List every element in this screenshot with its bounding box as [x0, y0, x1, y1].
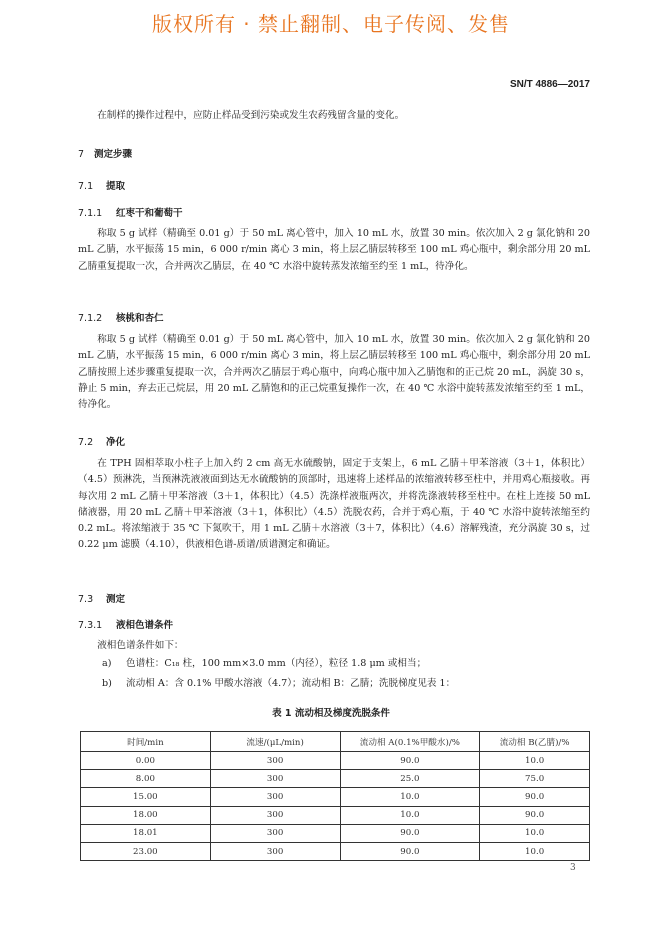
table-cell: 8.00	[81, 770, 211, 788]
table-cell: 300	[210, 788, 340, 806]
section-7-1-1-paragraph: 称取 5 g 试样（精确至 0.01 g）于 50 mL 离心管中，加入 10 mL 水，放置 30 min。依次加入 2 g 氯化钠和 20 mL 乙腈，水平振荡 15 min，6 000 r/min 离心 3 min，将上层乙腈层转移至 100 mL 鸡心瓶中，剩余部分用 20 mL 乙腈重复提取一次，合并两次乙腈层，在 40 ℃ 水浴中旋转蒸发浓缩至约至 1 mL，待净化。	[78, 228, 590, 272]
table-cell: 10.0	[480, 824, 590, 842]
section-7-1-heading	[78, 178, 125, 192]
table-row	[81, 788, 590, 806]
list-item-tag: a)	[102, 658, 112, 669]
section-title: 核桃和杏仁	[116, 313, 164, 324]
header-cell: 流速/(μL/min)	[210, 732, 340, 752]
table-cell: 90.0	[480, 806, 590, 824]
table-cell: 90.0	[340, 842, 480, 860]
table-cell: 75.0	[480, 770, 590, 788]
table-cell: 10.0	[340, 788, 480, 806]
table-cell: 25.0	[340, 770, 480, 788]
section-title: 测定步骤	[94, 149, 133, 160]
table-row	[81, 770, 590, 788]
header-cell: 流动相 A(0.1%甲酸水)/%	[340, 732, 480, 752]
header-cell: 时间/min	[81, 732, 211, 752]
section-number: 7.3.1	[78, 620, 103, 631]
section-7-3-1-heading	[78, 617, 173, 631]
section-number: 7.1.2	[78, 313, 103, 324]
section-7-1-1-heading	[78, 205, 183, 219]
table-cell: 300	[210, 752, 340, 770]
table-cell: 10.0	[480, 842, 590, 860]
table-cell: 90.0	[480, 788, 590, 806]
document-number: SN/T 4886—2017	[509, 79, 590, 90]
page-number: 3	[570, 863, 576, 873]
section-number: 7.2	[78, 437, 94, 448]
list-item	[102, 676, 455, 692]
section-number: 7.1	[78, 181, 94, 192]
table-row	[81, 806, 590, 824]
watermark-banner: 版权所有 · 禁止翻制、电子传阅、发售	[151, 12, 511, 36]
table-cell: 300	[210, 842, 340, 860]
table-cell: 18.01	[81, 824, 211, 842]
section-title: 液相色谱条件	[116, 620, 174, 631]
table-row	[81, 752, 590, 770]
section-7-2-heading	[78, 434, 125, 448]
list-item-tag: b)	[102, 678, 112, 689]
section-number: 7.1.1	[78, 208, 103, 219]
section-title: 净化	[106, 437, 126, 448]
list-item-text: 流动相 A：含 0.1% 甲酸水溶液（4.7）；流动相 B：乙腈；洗脱梯度见表 1：	[126, 678, 456, 689]
header-cell: 流动相 B(乙腈)/%	[480, 732, 590, 752]
table-cell: 10.0	[340, 806, 480, 824]
table-caption: 表 1 流动相及梯度洗脱条件	[272, 708, 390, 719]
section-number: 7	[78, 149, 85, 160]
table-header-row	[81, 732, 590, 752]
table-cell: 300	[210, 824, 340, 842]
section-7-3-heading	[78, 591, 125, 605]
section-title: 测定	[106, 594, 126, 605]
table-cell: 90.0	[340, 824, 480, 842]
section-title: 提取	[106, 181, 126, 192]
list-item-text: 色谱柱：C₁₈ 柱，100 mm×3.0 mm（内径），粒径 1.8 μm 或相当；	[126, 658, 427, 669]
intro-paragraph: 在制样的操作过程中，应防止样品受到污染或发生农药残留含量的变化。	[97, 110, 405, 121]
section-7-1-2-paragraph: 称取 5 g 试样（精确至 0.01 g）于 50 mL 离心管中，加入 10 mL 水，放置 30 min。依次加入 2 g 氯化钠和 20 mL 乙腈，水平振荡 15 min，6 000 r/min 离心 3 min，将上层乙腈层转移至 100 mL 鸡心瓶中，剩余部分用 20 mL 乙腈按照上述步骤重复提取一次，合并两次乙腈层于鸡心瓶中，向鸡心瓶中加入乙腈饱和的正己烷 20 mL，涡旋 30 s，静止 5 min，弃去正己烷层，用 20 mL 乙腈饱和的正己烷重复操作一次，在 40 ℃ 水浴中旋转蒸发浓缩至约至 1 mL，待净化。	[78, 334, 590, 411]
section-title: 红枣干和葡萄干	[116, 208, 183, 219]
table-cell: 0.00	[81, 752, 211, 770]
table-cell: 23.00	[81, 842, 211, 860]
table-cell: 15.00	[81, 788, 211, 806]
table-row	[81, 824, 590, 842]
table-cell: 300	[210, 806, 340, 824]
table-row	[81, 842, 590, 860]
list-item	[102, 656, 426, 672]
gradient-table	[80, 731, 590, 861]
section-7-3-1-lead: 液相色谱条件如下：	[97, 640, 184, 651]
table-cell: 90.0	[340, 752, 480, 770]
section-number: 7.3	[78, 594, 94, 605]
section-7-heading	[78, 146, 132, 160]
table-cell: 300	[210, 770, 340, 788]
table-cell: 10.0	[480, 752, 590, 770]
section-7-2-paragraph: 在 TPH 固相萃取小柱子上加入约 2 cm 高无水硫酸钠，固定于支架上，6 mL 乙腈＋甲苯溶液（3＋1，体积比）（4.5）预淋洗，当预淋洗液液面到达无水硫酸钠的顶部时，迅速将上述样品的浓缩液转移至柱中，并用鸡心瓶接收。再每次用 2 mL 乙腈＋甲苯溶液（3＋1，体积比）（4.5）洗涤样液瓶两次，并将洗涤液转移至柱中。在柱上连接 50 mL 储液器，用 20 mL 乙腈＋甲苯溶液（3＋1，体积比）（4.5）洗脱农药，合并于鸡心瓶，于 40 ℃ 水浴中旋转浓缩至约 0.2 mL。将浓缩液于 35 ℃ 下氮吹干，用 1 mL 乙腈＋水溶液（3＋7，体积比）（4.6）溶解残渣，充分涡旋 30 s，过 0.22 μm 滤膜（4.10），供液相色谱-质谱/质谱测定和确证。	[78, 458, 590, 551]
table-cell: 18.00	[81, 806, 211, 824]
section-7-1-2-heading	[78, 310, 164, 324]
